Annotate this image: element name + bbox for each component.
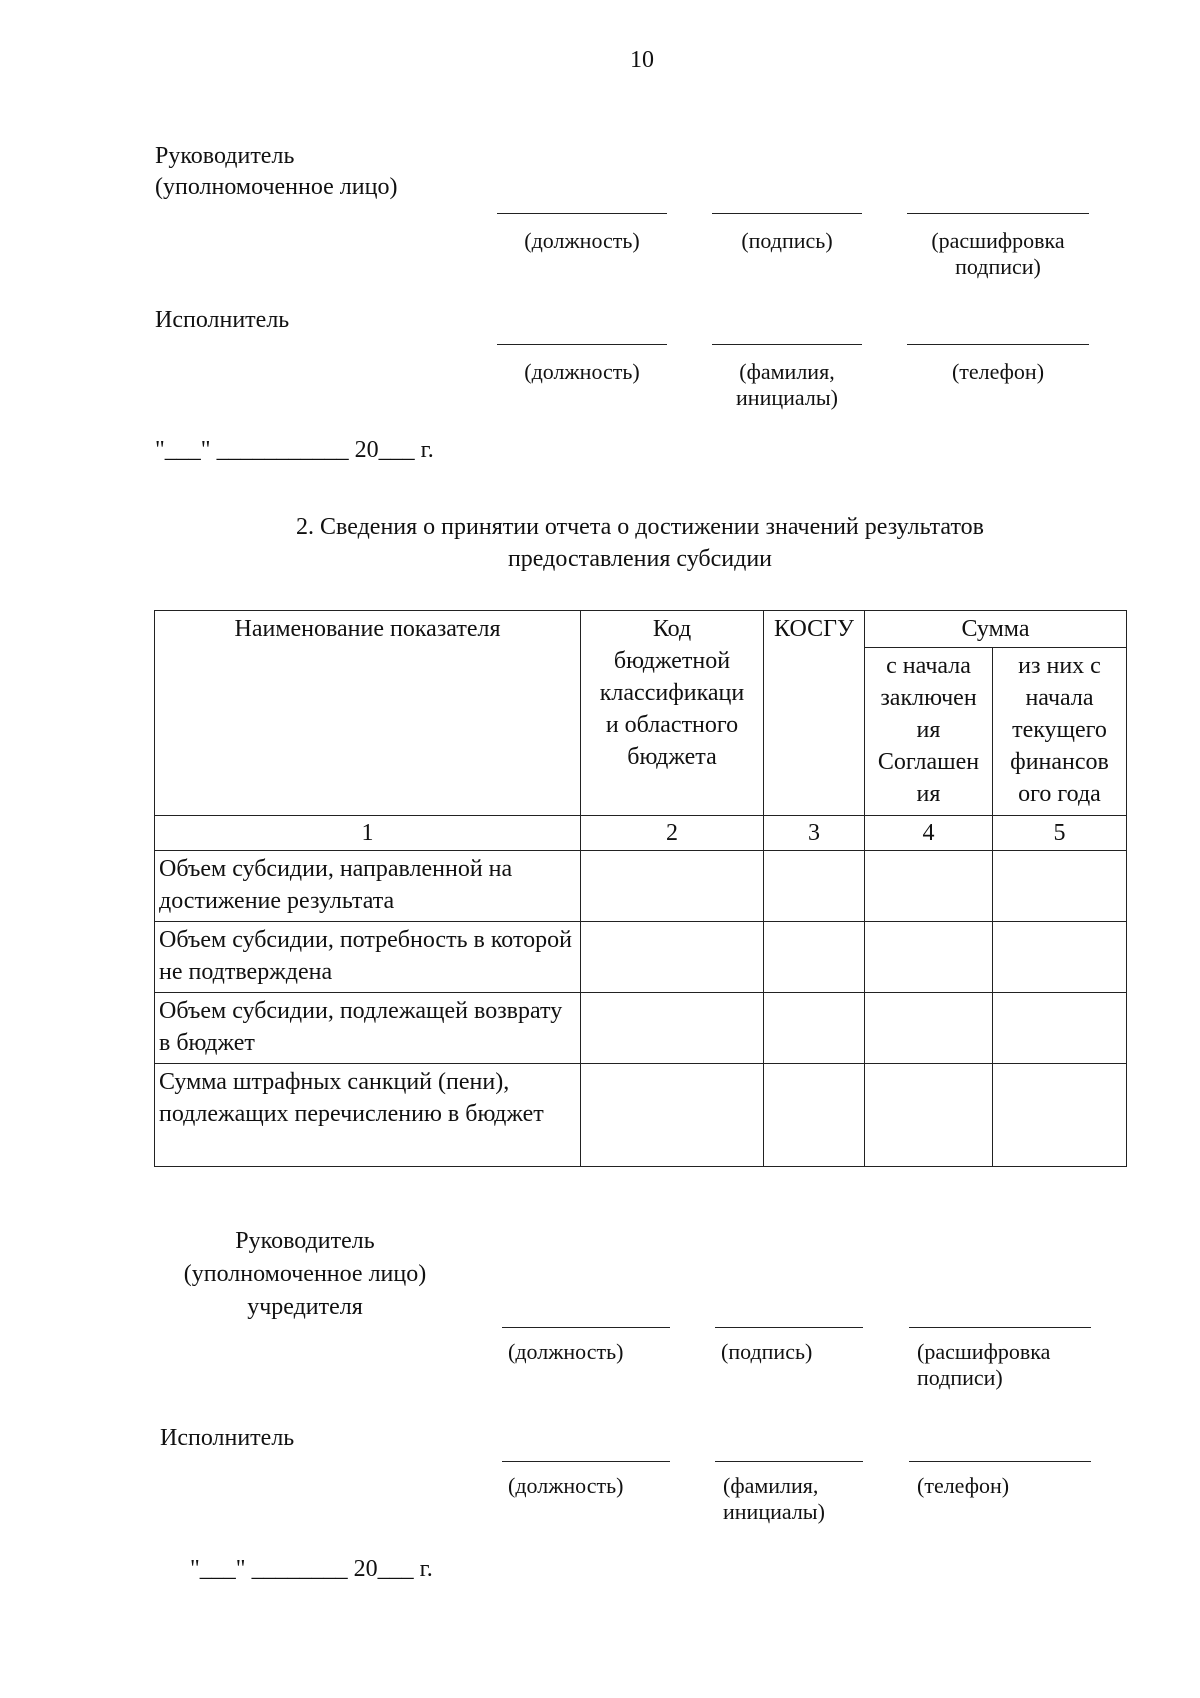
executor-label: Исполнитель bbox=[160, 1425, 295, 1451]
executor-line-position bbox=[497, 344, 667, 345]
row-label: Объем субсидии, направленной на достижение результата bbox=[155, 851, 581, 922]
founder-head-label-org: учредителя bbox=[247, 1294, 363, 1320]
date-line: "___" ________ 20___ г. bbox=[190, 1556, 433, 1582]
signature-line-decoding bbox=[907, 213, 1089, 214]
executor-line-phone bbox=[907, 344, 1089, 345]
column-number: 5 bbox=[993, 816, 1127, 851]
table-cell bbox=[581, 922, 764, 993]
row-label: Сумма штрафных санкций (пени), подлежащих перечислению в бюджет bbox=[155, 1064, 581, 1167]
column-numbers-row bbox=[155, 816, 1127, 851]
table-cell bbox=[993, 1064, 1127, 1167]
row-label: Объем субсидии, потребность в которой не подтверждена bbox=[155, 922, 581, 993]
table-cell bbox=[764, 1064, 865, 1167]
page-number: 10 bbox=[630, 47, 654, 73]
signature-line-decoding bbox=[909, 1327, 1091, 1328]
header-sum-current-year: из них с начала текущего финансов ого года bbox=[993, 648, 1127, 816]
caption-executor-phone: (телефон) bbox=[917, 1473, 1010, 1498]
founder-head-label-sub: (уполномоченное лицо) bbox=[183, 1261, 427, 1287]
table-cell bbox=[581, 1064, 764, 1167]
row-label: Объем субсидии, подлежащей возврату в бюджет bbox=[155, 993, 581, 1064]
executor-line-name bbox=[712, 344, 862, 345]
table-row bbox=[155, 922, 1127, 993]
table-cell bbox=[993, 851, 1127, 922]
table-cell bbox=[865, 993, 993, 1064]
caption-signature: (подпись) bbox=[741, 228, 833, 253]
table-row bbox=[155, 993, 1127, 1064]
report-table bbox=[154, 610, 1127, 1167]
head-label: Руководитель bbox=[155, 143, 295, 169]
column-number: 3 bbox=[764, 816, 865, 851]
table-cell bbox=[993, 922, 1127, 993]
table-row bbox=[155, 851, 1127, 922]
section-title: 2. Сведения о принятии отчета о достижении значений результатов bbox=[296, 514, 984, 540]
header-sum-from-start: с начала заключен ия Соглашен ия bbox=[865, 648, 993, 816]
table-cell bbox=[865, 922, 993, 993]
executor-line-name bbox=[715, 1461, 863, 1462]
table-cell bbox=[764, 922, 865, 993]
caption-signature-decoding: (расшифровка подписи) bbox=[931, 228, 1065, 279]
executor-line-position bbox=[502, 1461, 670, 1462]
table-header-row bbox=[155, 611, 1127, 648]
table-cell bbox=[993, 993, 1127, 1064]
table-cell bbox=[764, 851, 865, 922]
header-sum: Сумма bbox=[865, 611, 1127, 648]
signature-line-signature bbox=[715, 1327, 863, 1328]
caption-signature: (подпись) bbox=[721, 1339, 813, 1364]
caption-executor-phone: (телефон) bbox=[951, 359, 1045, 384]
signature-line-position bbox=[497, 213, 667, 214]
executor-line-phone bbox=[909, 1461, 1091, 1462]
table-cell bbox=[865, 851, 993, 922]
column-number: 4 bbox=[865, 816, 993, 851]
caption-position: (должность) bbox=[508, 1339, 624, 1364]
caption-executor-name: (фамилия, инициалы) bbox=[723, 1473, 825, 1524]
table-cell bbox=[764, 993, 865, 1064]
caption-executor-position: (должность) bbox=[524, 359, 640, 384]
head-label-sub: (уполномоченное лицо) bbox=[155, 174, 398, 200]
table-cell bbox=[581, 993, 764, 1064]
table-cell bbox=[865, 1064, 993, 1167]
header-budget-code: Код бюджетной классификаци и областного бюджета bbox=[581, 611, 764, 816]
column-number: 1 bbox=[155, 816, 581, 851]
signature-line-signature bbox=[712, 213, 862, 214]
header-kosgu: КОСГУ bbox=[764, 611, 865, 816]
column-number: 2 bbox=[581, 816, 764, 851]
executor-label: Исполнитель bbox=[155, 307, 290, 333]
table-row bbox=[155, 1064, 1127, 1167]
header-indicator-name: Наименование показателя bbox=[155, 611, 581, 816]
table-cell bbox=[581, 851, 764, 922]
date-line: "___" ___________ 20___ г. bbox=[155, 437, 434, 463]
caption-executor-name: (фамилия, инициалы) bbox=[736, 359, 838, 410]
caption-executor-position: (должность) bbox=[508, 1473, 624, 1498]
caption-position: (должность) bbox=[524, 228, 640, 253]
caption-signature-decoding: (расшифровка подписи) bbox=[917, 1339, 1051, 1390]
section-title-line2: предоставления субсидии bbox=[507, 546, 773, 572]
signature-line-position bbox=[502, 1327, 670, 1328]
founder-head-label: Руководитель bbox=[235, 1228, 375, 1254]
